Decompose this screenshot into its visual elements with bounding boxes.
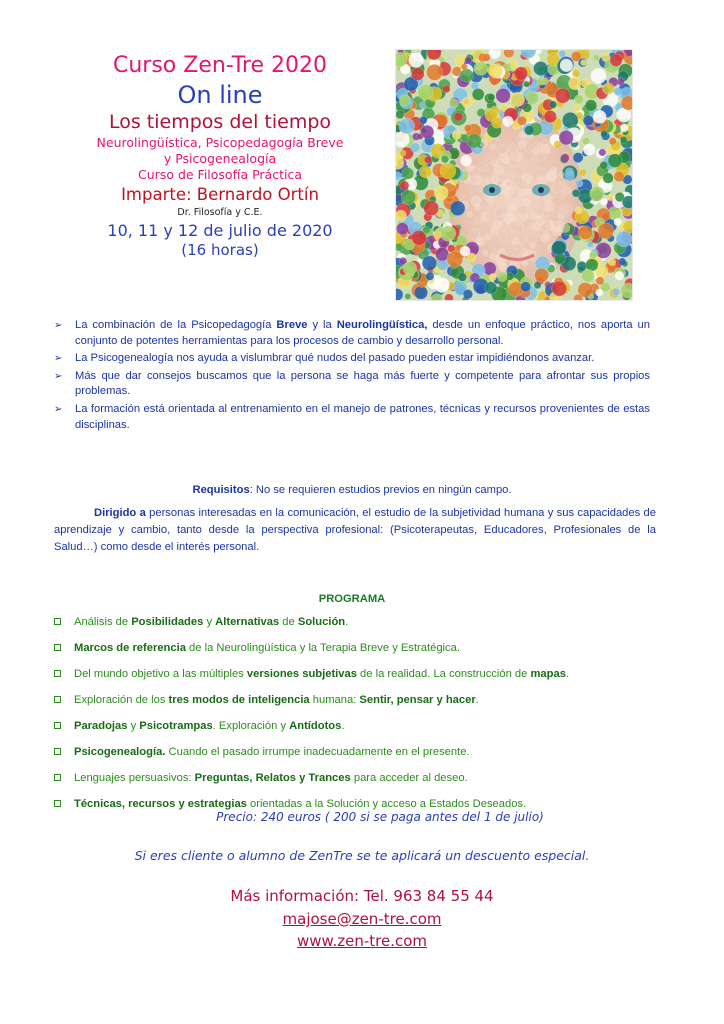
discipline-line-2: y Psicogenealogía <box>163 151 277 166</box>
discipline-line-3: Curso de Filosofía Práctica <box>138 167 302 182</box>
square-bullet-icon <box>54 618 61 625</box>
list-item: ➢ La Psicogenealogía nos ayuda a vislumbrar qué nudos del pasado pueden estar impidiéndonos avanzar. <box>54 351 650 367</box>
program-item: Psicogenealogía. Cuando el pasado irrumpe inadecuadamente en el presente. <box>54 745 674 771</box>
child-portrait-painting <box>396 50 632 300</box>
course-title: Curso Zen-Tre 2020 <box>112 53 328 78</box>
program-item: Lenguajes persuasivos: Preguntas, Relatos y Trances para acceder al deseo. <box>54 771 674 797</box>
more-info-label: Más información <box>230 887 355 905</box>
target-audience: Dirigido a personas interesadas en la comunicación, el estudio de la subjetividad humana y sus capacidades de aprendizaje y cambio, tanto desde la perspectiva profesional: (Psicoterapeutas, Educadores, Profesionales de la Salud…) como desde el interés personal. <box>54 507 656 553</box>
square-bullet-icon <box>54 800 61 807</box>
email-link[interactable]: majose@zen-tre.com <box>282 910 442 928</box>
square-bullet-icon <box>54 774 61 781</box>
list-item: ➢ Más que dar consejos buscamos que la persona se haga más fuerte y competente para afrontar sus propios problemas. <box>54 369 650 398</box>
list-item: ➢ La combinación de la Psicopedagogía Breve y la Neurolingüística, desde un enfoque práctico, nos aporta un conjunto de potentes herramientas para los procesos de cambio y desarrollo personal. <box>54 319 650 347</box>
program-item: Técnicas, recursos y estrategias orientadas a la Solución y acceso a Estados Deseados. <box>54 797 674 823</box>
dotted-portrait-image <box>396 50 632 300</box>
arrow-bullet-icon: ➢ <box>54 353 63 365</box>
program-item: Marcos de referencia de la Neurolingüística y la Terapia Breve y Estratégica. <box>54 641 674 667</box>
requirements: Requisitos: No se requieren estudios previos en ningún campo. <box>192 484 512 496</box>
square-bullet-icon <box>54 696 61 703</box>
arrow-bullet-icon: ➢ <box>54 320 63 331</box>
program-item: Análisis de Posibilidades y Alternativas de Solución. <box>54 615 674 641</box>
more-info <box>0 887 724 905</box>
course-hours: (16 horas) <box>181 241 259 259</box>
program-title: PROGRAMA <box>318 593 386 605</box>
instructor-degree: Dr. Filosofía y C.E. <box>177 207 263 218</box>
price: Precio: 240 euros ( 200 si se paga antes del 1 de julio) <box>216 810 544 824</box>
course-dates: 10, 11 y 12 de julio de 2020 <box>107 221 333 240</box>
program-list <box>54 615 674 823</box>
arrow-bullet-icon: ➢ <box>54 370 63 382</box>
program-item: Del mundo objetivo a las múltiples versiones subjetivas de la realidad. La construcción de mapas. <box>54 667 674 693</box>
square-bullet-icon <box>54 670 61 677</box>
discount-note: Si eres cliente o alumno de ZenTre se te aplicará un descuento especial. <box>134 848 590 863</box>
phone-number: : Tel. 963 84 55 44 <box>354 887 494 905</box>
instructor: Imparte: Bernardo Ortín <box>121 185 319 204</box>
square-bullet-icon <box>54 748 61 755</box>
discipline-line-1: Neurolingüística, Psicopedagogía Breve <box>96 135 344 150</box>
square-bullet-icon <box>54 644 61 651</box>
program-item: Exploración de los tres modos de inteligencia humana: Sentir, pensar y hacer. <box>54 693 674 719</box>
course-mode: On line <box>177 81 263 109</box>
course-header <box>60 52 380 260</box>
list-item: ➢ La formación está orientada al entrenamiento en el manejo de patrones, técnicas y recursos provenientes de estas disciplinas. <box>54 402 650 431</box>
square-bullet-icon <box>54 722 61 729</box>
arrow-bullet-icon: ➢ <box>54 403 63 415</box>
website-link[interactable]: www.zen-tre.com <box>297 932 427 950</box>
program-item: Paradojas y Psicotrampas. Exploración y Antídotos. <box>54 719 674 745</box>
course-subtitle: Los tiempos del tiempo <box>108 111 332 133</box>
intro-bullets <box>54 318 650 435</box>
